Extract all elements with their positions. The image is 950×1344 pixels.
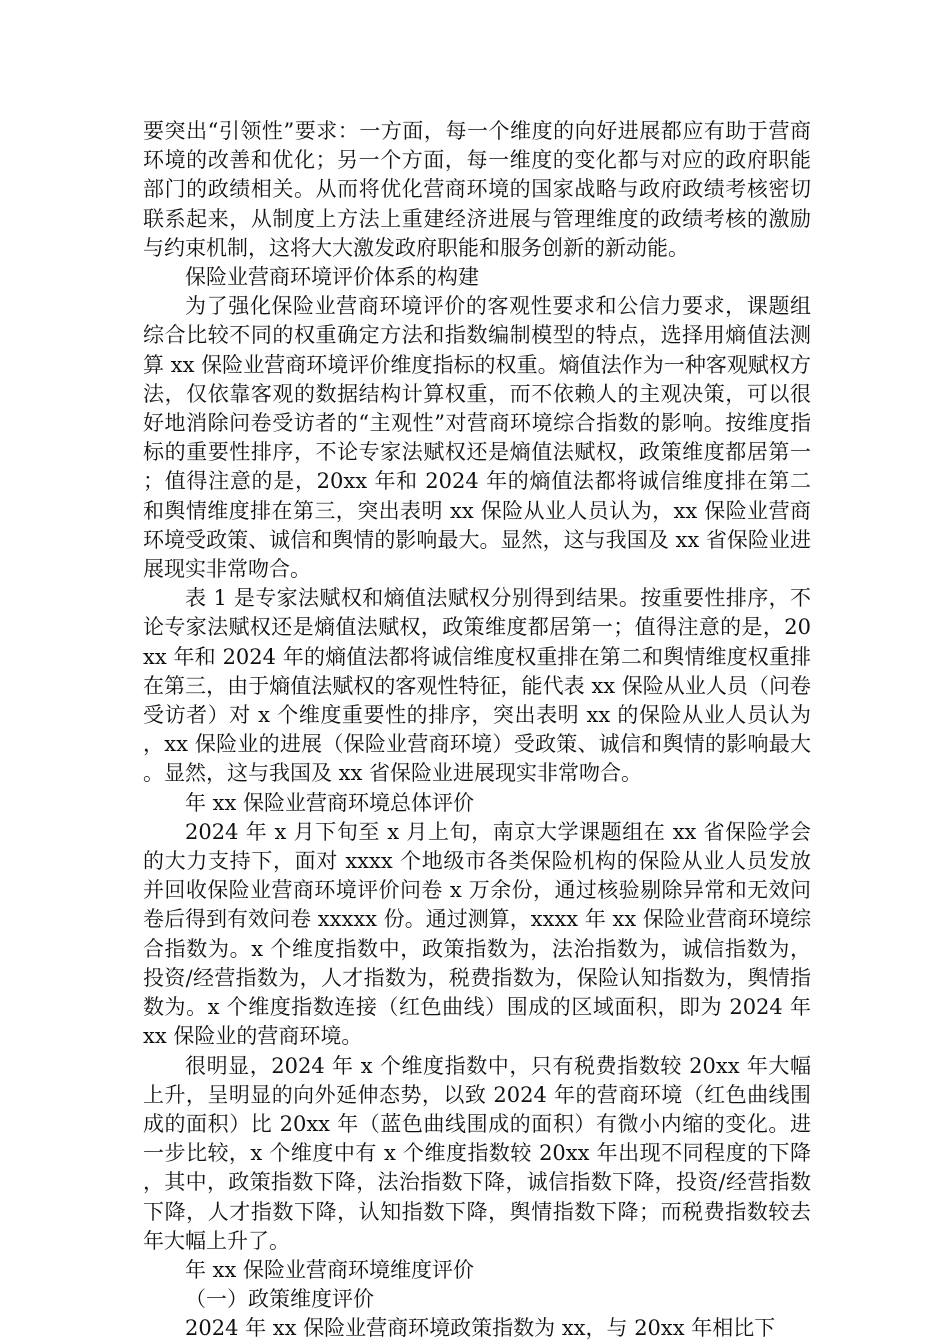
paragraph-table1: 表 1 是专家法赋权和熵值法赋权分别得到结果。按重要性排序，不论专家法赋权还是熵值法赋权，政策维度都居第一；值得注意的是，20xx 年和 2024 年的熵值法都将诚信维度权重排在第二和舆情维度权重排在第三，由于熵值法赋权的客观性特征，能代表 xx 保险从业人员（问卷受访者）对 x 个维度重要性的排序，突出表明 xx 的保险从业人员认为，xx 保险业的进展（保险业营商环境）受政策、诚信和舆情的影响最大。显然，这与我国及 xx 省保险业进展现实非常吻合。: [143, 586, 811, 786]
paragraph-intro: 要突出“引领性”要求：一方面，每一个维度的向好进展都应有助于营商环境的改善和优化；另一个方面，每一维度的变化都与对应的政府职能部门的政绩相关。从而将优化营商环境的国家战略与政府政绩考核密切联系起来，从制度上方法上重建经济进展与管理维度的政绩考核的激励与约束机制，这将大大激发政府职能和服务创新的新动能。: [143, 119, 811, 260]
paragraph-entropy-method: 为了强化保险业营商环境评价的客观性要求和公信力要求，课题组综合比较不同的权重确定方法和指数编制模型的特点，选择用熵值法测算 xx 保险业营商环境评价维度指标的权重。熵值法作为一种客观赋权方法，仅依靠客观的数据结构计算权重，而不依赖人的主观决策，可以很好地消除问卷受访者的“主观性”对营商环境综合指数的影响。按维度指标的重要性排序，不论专家法赋权还是熵值法赋权，政策维度都居第一；值得注意的是，20xx 年和 2024 年的熵值法都将诚信维度排在第二和舆情维度排在第三，突出表明 xx 保险从业人员认为，xx 保险业营商环境受政策、诚信和舆情的影响最大。显然，这与我国及 xx 省保险业进展现实非常吻合。: [143, 294, 811, 582]
section-heading-dimension: 年 xx 保险业营商环境维度评价: [185, 1257, 475, 1282]
paragraph-policy-index: 2024 年 xx 保险业营商环境政策指数为 xx，与 20xx 年相比下: [185, 1316, 776, 1341]
paragraph-comparison: 很明显，2024 年 x 个维度指数中，只有税费指数较 20xx 年大幅上升，呈明显的向外延伸态势，以致 2024 年的营商环境（红色曲线围成的面积）比 20xx 年（蓝色曲线围成的面积）有微小内缩的变化。进一步比较，x 个维度中有 x 个维度指数较 20xx 年出现不同程度的下降，其中，政策指数下降，法治指数下降，诚信指数下降，投资/经营指数下降，人才指数下降，认知指数下降，舆情指数下降；而税费指数较去年大幅上升了。: [143, 1053, 811, 1253]
subsection-heading-policy: （一）政策维度评价: [185, 1287, 374, 1312]
section-heading-overall: 年 xx 保险业营商环境总体评价: [185, 790, 475, 815]
section-heading-framework: 保险业营商环境评价体系的构建: [185, 265, 479, 290]
paragraph-survey: 2024 年 x 月下旬至 x 月上旬，南京大学课题组在 xx 省保险学会的大力支持下，面对 xxxx 个地级市各类保险机构的保险从业人员发放并回收保险业营商环境评价问卷 x 万余份，通过核验剔除异常和无效问卷后得到有效问卷 xxxxx 份。通过测算，xxxx 年 xx 保险业营商环境综合指数为。x 个维度指数中，政策指数为，法治指数为，诚信指数为，投资/经营指数为，人才指数为，税费指数为，保险认知指数为，舆情指数为。x 个维度指数连接（红色曲线）围成的区域面积，即为 2024 年 xx 保险业的营商环境。: [143, 819, 811, 1049]
document-body: [143, 117, 811, 1344]
